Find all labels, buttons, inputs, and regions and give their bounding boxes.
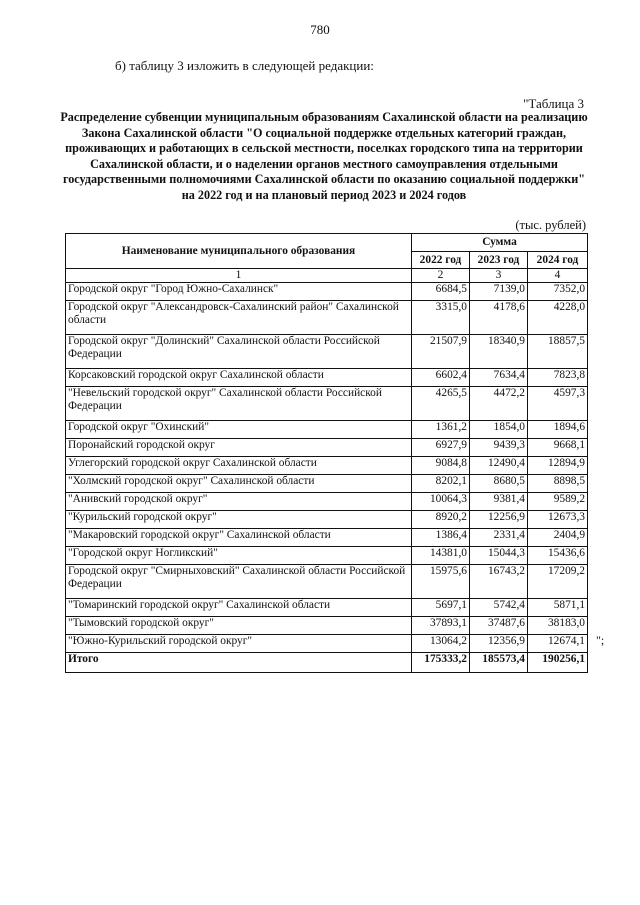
intro-text: б) таблицу 3 изложить в следующей редакции:	[115, 58, 374, 73]
column-number: 4	[528, 269, 588, 283]
municipality-name: "Макаровский городской округ" Сахалинской области	[66, 529, 412, 547]
value-2023: 18340,9	[470, 335, 528, 369]
value-2024: 1894,6	[528, 421, 588, 439]
municipality-name: "Холмский городской округ" Сахалинской области	[66, 475, 412, 493]
value-2022: 9084,8	[412, 457, 470, 475]
value-2024: 17209,2	[528, 565, 588, 599]
total-2022: 175333,2	[412, 653, 470, 673]
header-row	[66, 234, 588, 252]
value-2022: 8920,2	[412, 511, 470, 529]
table-row	[66, 421, 588, 439]
table-label: "Таблица 3	[523, 96, 584, 111]
header-name: Наименование муниципального образования	[66, 234, 412, 269]
value-2023: 37487,6	[470, 617, 528, 635]
closing-quote: ";	[596, 633, 605, 647]
table-row	[66, 387, 588, 421]
value-2022: 1386,4	[412, 529, 470, 547]
header-year-2022: 2022 год	[412, 252, 470, 269]
table-row	[66, 301, 588, 335]
value-2023: 5742,4	[470, 599, 528, 617]
table-row	[66, 493, 588, 511]
header-year-2023: 2023 год	[470, 252, 528, 269]
value-2023: 1854,0	[470, 421, 528, 439]
value-2022: 6684,5	[412, 283, 470, 301]
municipality-name: Поронайский городской округ	[66, 439, 412, 457]
municipality-name: "Томаринский городской округ" Сахалинской области	[66, 599, 412, 617]
value-2023: 16743,2	[470, 565, 528, 599]
municipality-name: Городской округ "Город Южно-Сахалинск"	[66, 283, 412, 301]
header-year-2024: 2024 год	[528, 252, 588, 269]
units-label: (тыс. рублей)	[515, 218, 586, 232]
value-2023: 7634,4	[470, 369, 528, 387]
subsidy-table	[65, 233, 588, 673]
municipality-name: Городской округ "Александровск-Сахалинский район" Сахалинской области	[66, 301, 412, 335]
municipality-name: "Тымовский городской округ"	[66, 617, 412, 635]
value-2022: 4265,5	[412, 387, 470, 421]
municipality-name: "Невельский городской округ" Сахалинской области Российской Федерации	[66, 387, 412, 421]
table-row	[66, 283, 588, 301]
table-row	[66, 599, 588, 617]
table-row	[66, 369, 588, 387]
value-2022: 21507,9	[412, 335, 470, 369]
value-2024: 9668,1	[528, 439, 588, 457]
value-2022: 37893,1	[412, 617, 470, 635]
column-number: 2	[412, 269, 470, 283]
value-2023: 12256,9	[470, 511, 528, 529]
value-2023: 12490,4	[470, 457, 528, 475]
table-row	[66, 511, 588, 529]
value-2023: 9439,3	[470, 439, 528, 457]
value-2022: 8202,1	[412, 475, 470, 493]
value-2024: 12674,1	[528, 635, 588, 653]
value-2024: 7823,8	[528, 369, 588, 387]
value-2024: 12673,3	[528, 511, 588, 529]
total-2024: 190256,1	[528, 653, 588, 673]
total-row	[66, 653, 588, 673]
municipality-name: Городской округ "Охинский"	[66, 421, 412, 439]
table-row	[66, 335, 588, 369]
value-2022: 3315,0	[412, 301, 470, 335]
municipality-name: Корсаковский городской округ Сахалинской области	[66, 369, 412, 387]
value-2022: 13064,2	[412, 635, 470, 653]
value-2024: 4228,0	[528, 301, 588, 335]
column-number: 1	[66, 269, 412, 283]
value-2024: 9589,2	[528, 493, 588, 511]
total-2023: 185573,4	[470, 653, 528, 673]
value-2022: 14381,0	[412, 547, 470, 565]
value-2022: 10064,3	[412, 493, 470, 511]
column-number-row	[66, 269, 588, 283]
value-2024: 18857,5	[528, 335, 588, 369]
table-row	[66, 617, 588, 635]
value-2024: 15436,6	[528, 547, 588, 565]
value-2022: 6927,9	[412, 439, 470, 457]
table-row	[66, 547, 588, 565]
value-2023: 15044,3	[470, 547, 528, 565]
municipality-name: Углегорский городской округ Сахалинской области	[66, 457, 412, 475]
municipality-name: "Курильский городской округ"	[66, 511, 412, 529]
column-number: 3	[470, 269, 528, 283]
municipality-name: Городской округ "Смирныховский" Сахалинской области Российской Федерации	[66, 565, 412, 599]
table-row	[66, 529, 588, 547]
table-row	[66, 565, 588, 599]
table-heading: Распределение субвенции муниципальным образованиям Сахалинской области на реализацию Закона Сахалинской области "О социальной поддержке отдельных категорий граждан, проживающих и работающих в сельской местности, поселках городского типа на территории Сахалинской области, и о наделении органов местного самоуправления отдельными государственными полномочиями Сахалинской области по оказанию социальной поддержки" на 2022 год и на плановый период 2023 и 2024 годов	[60, 110, 588, 202]
value-2023: 8680,5	[470, 475, 528, 493]
value-2023: 4472,2	[470, 387, 528, 421]
value-2022: 6602,4	[412, 369, 470, 387]
table-row	[66, 475, 588, 493]
value-2023: 12356,9	[470, 635, 528, 653]
value-2024: 38183,0	[528, 617, 588, 635]
value-2024: 12894,9	[528, 457, 588, 475]
value-2023: 2331,4	[470, 529, 528, 547]
page-number: 780	[310, 22, 330, 37]
value-2024: 2404,9	[528, 529, 588, 547]
table-row	[66, 439, 588, 457]
value-2022: 15975,6	[412, 565, 470, 599]
value-2022: 1361,2	[412, 421, 470, 439]
value-2024: 5871,1	[528, 599, 588, 617]
value-2022: 5697,1	[412, 599, 470, 617]
municipality-name: Городской округ "Долинский" Сахалинской области Российской Федерации	[66, 335, 412, 369]
total-label: Итого	[66, 653, 412, 673]
municipality-name: "Южно-Курильский городской округ"	[66, 635, 412, 653]
municipality-name: "Анивский городской округ"	[66, 493, 412, 511]
table-row	[66, 635, 588, 653]
value-2023: 9381,4	[470, 493, 528, 511]
value-2023: 4178,6	[470, 301, 528, 335]
value-2023: 7139,0	[470, 283, 528, 301]
municipality-name: "Городской округ Ногликский"	[66, 547, 412, 565]
value-2024: 4597,3	[528, 387, 588, 421]
header-sum: Сумма	[412, 234, 588, 252]
value-2024: 8898,5	[528, 475, 588, 493]
value-2024: 7352,0	[528, 283, 588, 301]
table-row	[66, 457, 588, 475]
